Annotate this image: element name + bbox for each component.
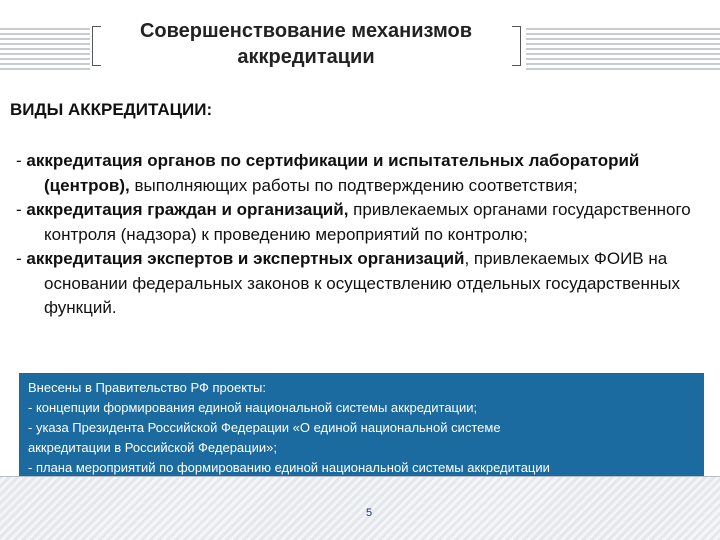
list-item-prefix: - [16, 151, 27, 170]
list-item-text: , привлекаемых ФОИВ на основании федеральных законов к осуществлению отдельных государственных функций. [44, 249, 680, 317]
list-item-bold-text: аккредитация граждан и организаций, [26, 200, 349, 219]
list-item-prefix: - [16, 249, 27, 268]
header-stripes-left [0, 28, 90, 70]
page-number: 5 [366, 507, 373, 519]
slide-title-line-2: аккредитации [237, 46, 375, 68]
slide-title-line-1: Совершенствование механизмов [139, 20, 473, 42]
note-line: - указа Президента Российской Федерации «О единой национальной системе [28, 420, 501, 435]
section-heading: ВИДЫ АККРЕДИТАЦИИ: [10, 100, 213, 119]
footer-band [0, 476, 720, 540]
list-item-bold-text: аккредитация органов по сертификации и испытательных лабораторий (центров), [26, 151, 640, 195]
list-item [8, 149, 710, 198]
slide-title [104, 18, 508, 70]
note-line: аккредитации в Российской Федерации»; [28, 440, 277, 455]
projects-note-box [19, 373, 704, 483]
footer-divider [0, 476, 720, 477]
list-item [8, 247, 710, 321]
accreditation-types-list [8, 149, 710, 321]
note-line: Внесены в Правительство РФ проекты: [28, 380, 266, 395]
list-item-text: выполняющих работы по подтверждению соответствия; [129, 175, 578, 195]
title-bracket-right [512, 26, 521, 66]
note-line: - плана мероприятий по формированию единой национальной системы аккредитации [28, 460, 550, 475]
header-stripes-right [526, 28, 720, 70]
list-item-prefix: - [16, 200, 27, 219]
list-item [8, 198, 710, 247]
list-item-text: привлекаемых органами государственного контроля (надзора) к проведению мероприятий по контролю; [44, 200, 691, 244]
title-bracket-left [92, 26, 101, 66]
note-line: - концепции формирования единой национальной системы аккредитации; [28, 400, 478, 415]
list-item-bold-text: аккредитация экспертов и экспертных организаций [26, 249, 465, 268]
